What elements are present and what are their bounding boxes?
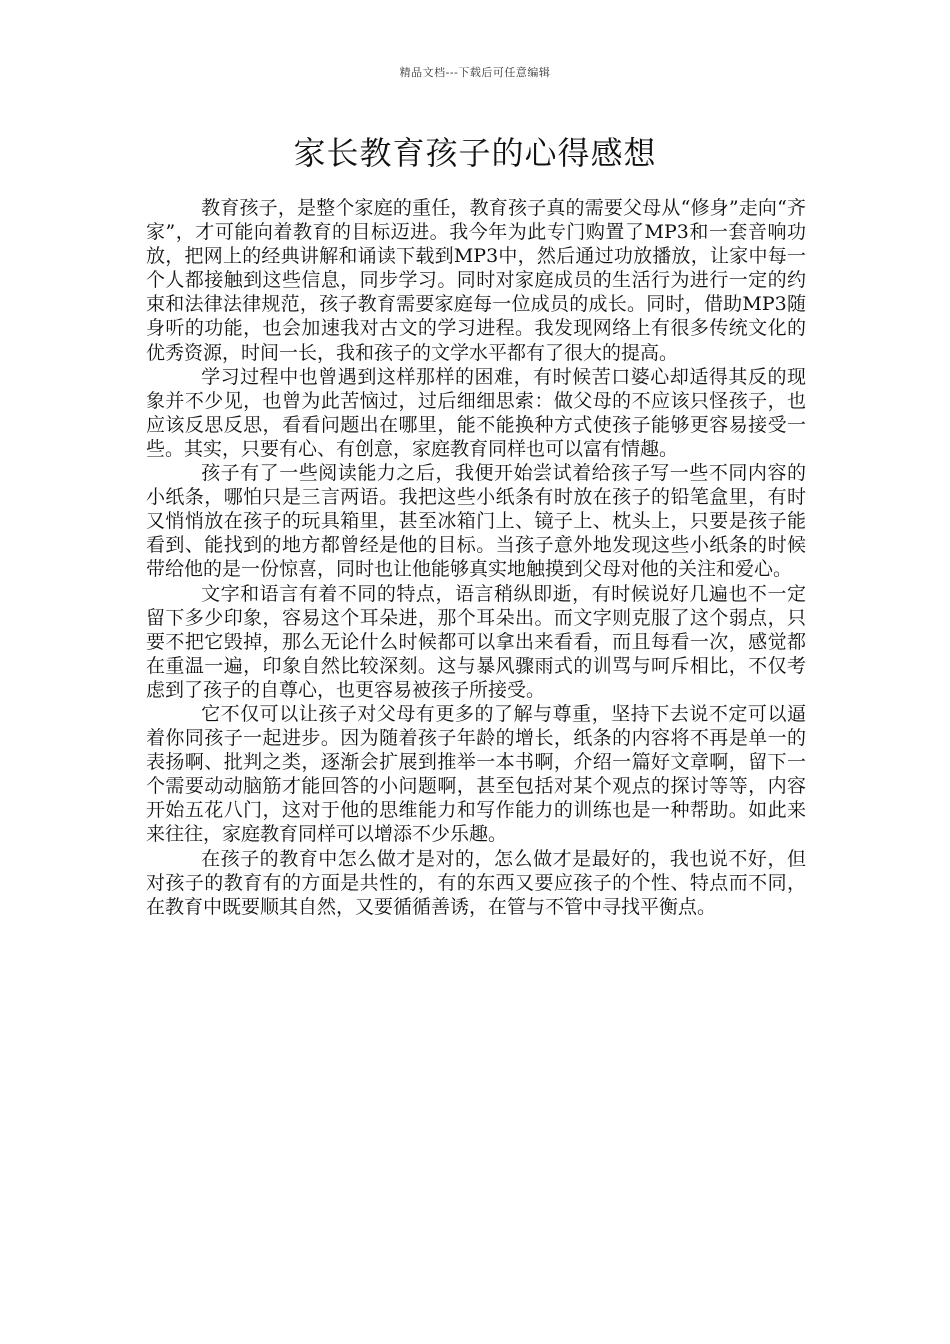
paragraph-1: 教育孩子，是整个家庭的重任，教育孩子真的需要父母从“修身”走向“齐家”，才可能向着教育的目标迈进。我今年为此专门购置了MP3和一套音响功放，把网上的经典讲解和诵读下载到MP3中，然后通过功放播放，让家中每一个人都接触到这些信息，同步学习。同时对家庭成员的生活行为进行一定的约束和法律法律规范，孩子教育需要家庭每一位成员的成长。同时，借助MP3随身听的功能，也会加速我对古文的学习进程。我发现网络上有很多传统文化的优秀资源，时间一长，我和孩子的文学水平都有了很大的提高。 [146,197,806,364]
paragraph-6: 在孩子的教育中怎么做才是对的，怎么做才是最好的，我也说不好，但对孩子的教育有的方面是共性的，有的东西又要应孩子的个性、特点而不同，在教育中既要顺其自然，又要循循善诱，在管与不管中寻找平衡点。 [146,847,806,918]
document-body [146,196,806,919]
page-header-note: 精品文档---下载后可任意编辑 [399,66,551,79]
paragraph-5: 它不仅可以让孩子对父母有更多的了解与尊重，坚持下去说不定可以逼着你同孩子一起进步。因为随着孩子年龄的增长，纸条的内容将不再是单一的表扬啊、批判之类，逐渐会扩展到推举一本书啊，介绍一篇好文章啊，留下一个需要动动脑筋才能回答的小问题啊，甚至包括对某个观点的探讨等等，内容开始五花八门，这对于他的思维能力和写作能力的训练也是一种帮助。如此来来往往，家庭教育同样可以增添不少乐趣。 [146,702,806,846]
document-title: 家长教育孩子的心得感想 [293,134,657,172]
paragraph-3: 孩子有了一些阅读能力之后，我便开始尝试着给孩子写一些不同内容的小纸条，哪怕只是三言两语。我把这些小纸条有时放在孩子的铅笔盒里，有时又悄悄放在孩子的玩具箱里，甚至冰箱门上、镜子上、枕头上，只要是孩子能看到、能找到的地方都曾经是他的目标。当孩子意外地发现这些小纸条的时候带给他的是一份惊喜，同时也让他能够真实地触摸到父母对他的关注和爱心。 [146,462,806,581]
paragraph-2: 学习过程中也曾遇到这样那样的困难，有时候苦口婆心却适得其反的现象并不少见，也曾为此苦恼过，过后细细思索：做父母的不应该只怪孩子，也应该反思反思，看看问题出在哪里，能不能换种方式使孩子能够更容易接受一些。其实，只要有心、有创意，家庭教育同样也可以富有情趣。 [146,365,806,460]
paragraph-4: 文字和语言有着不同的特点，语言稍纵即逝，有时候说好几遍也不一定留下多少印象，容易这个耳朵进，那个耳朵出。而文字则克服了这个弱点，只要不把它毁掉，那么无论什么时候都可以拿出来看看，而且每看一次，感觉都在重温一遍，印象自然比较深刻。这与暴风骤雨式的训骂与呵斥相比，不仅考虑到了孩子的自尊心，也更容易被孩子所接受。 [146,582,806,701]
